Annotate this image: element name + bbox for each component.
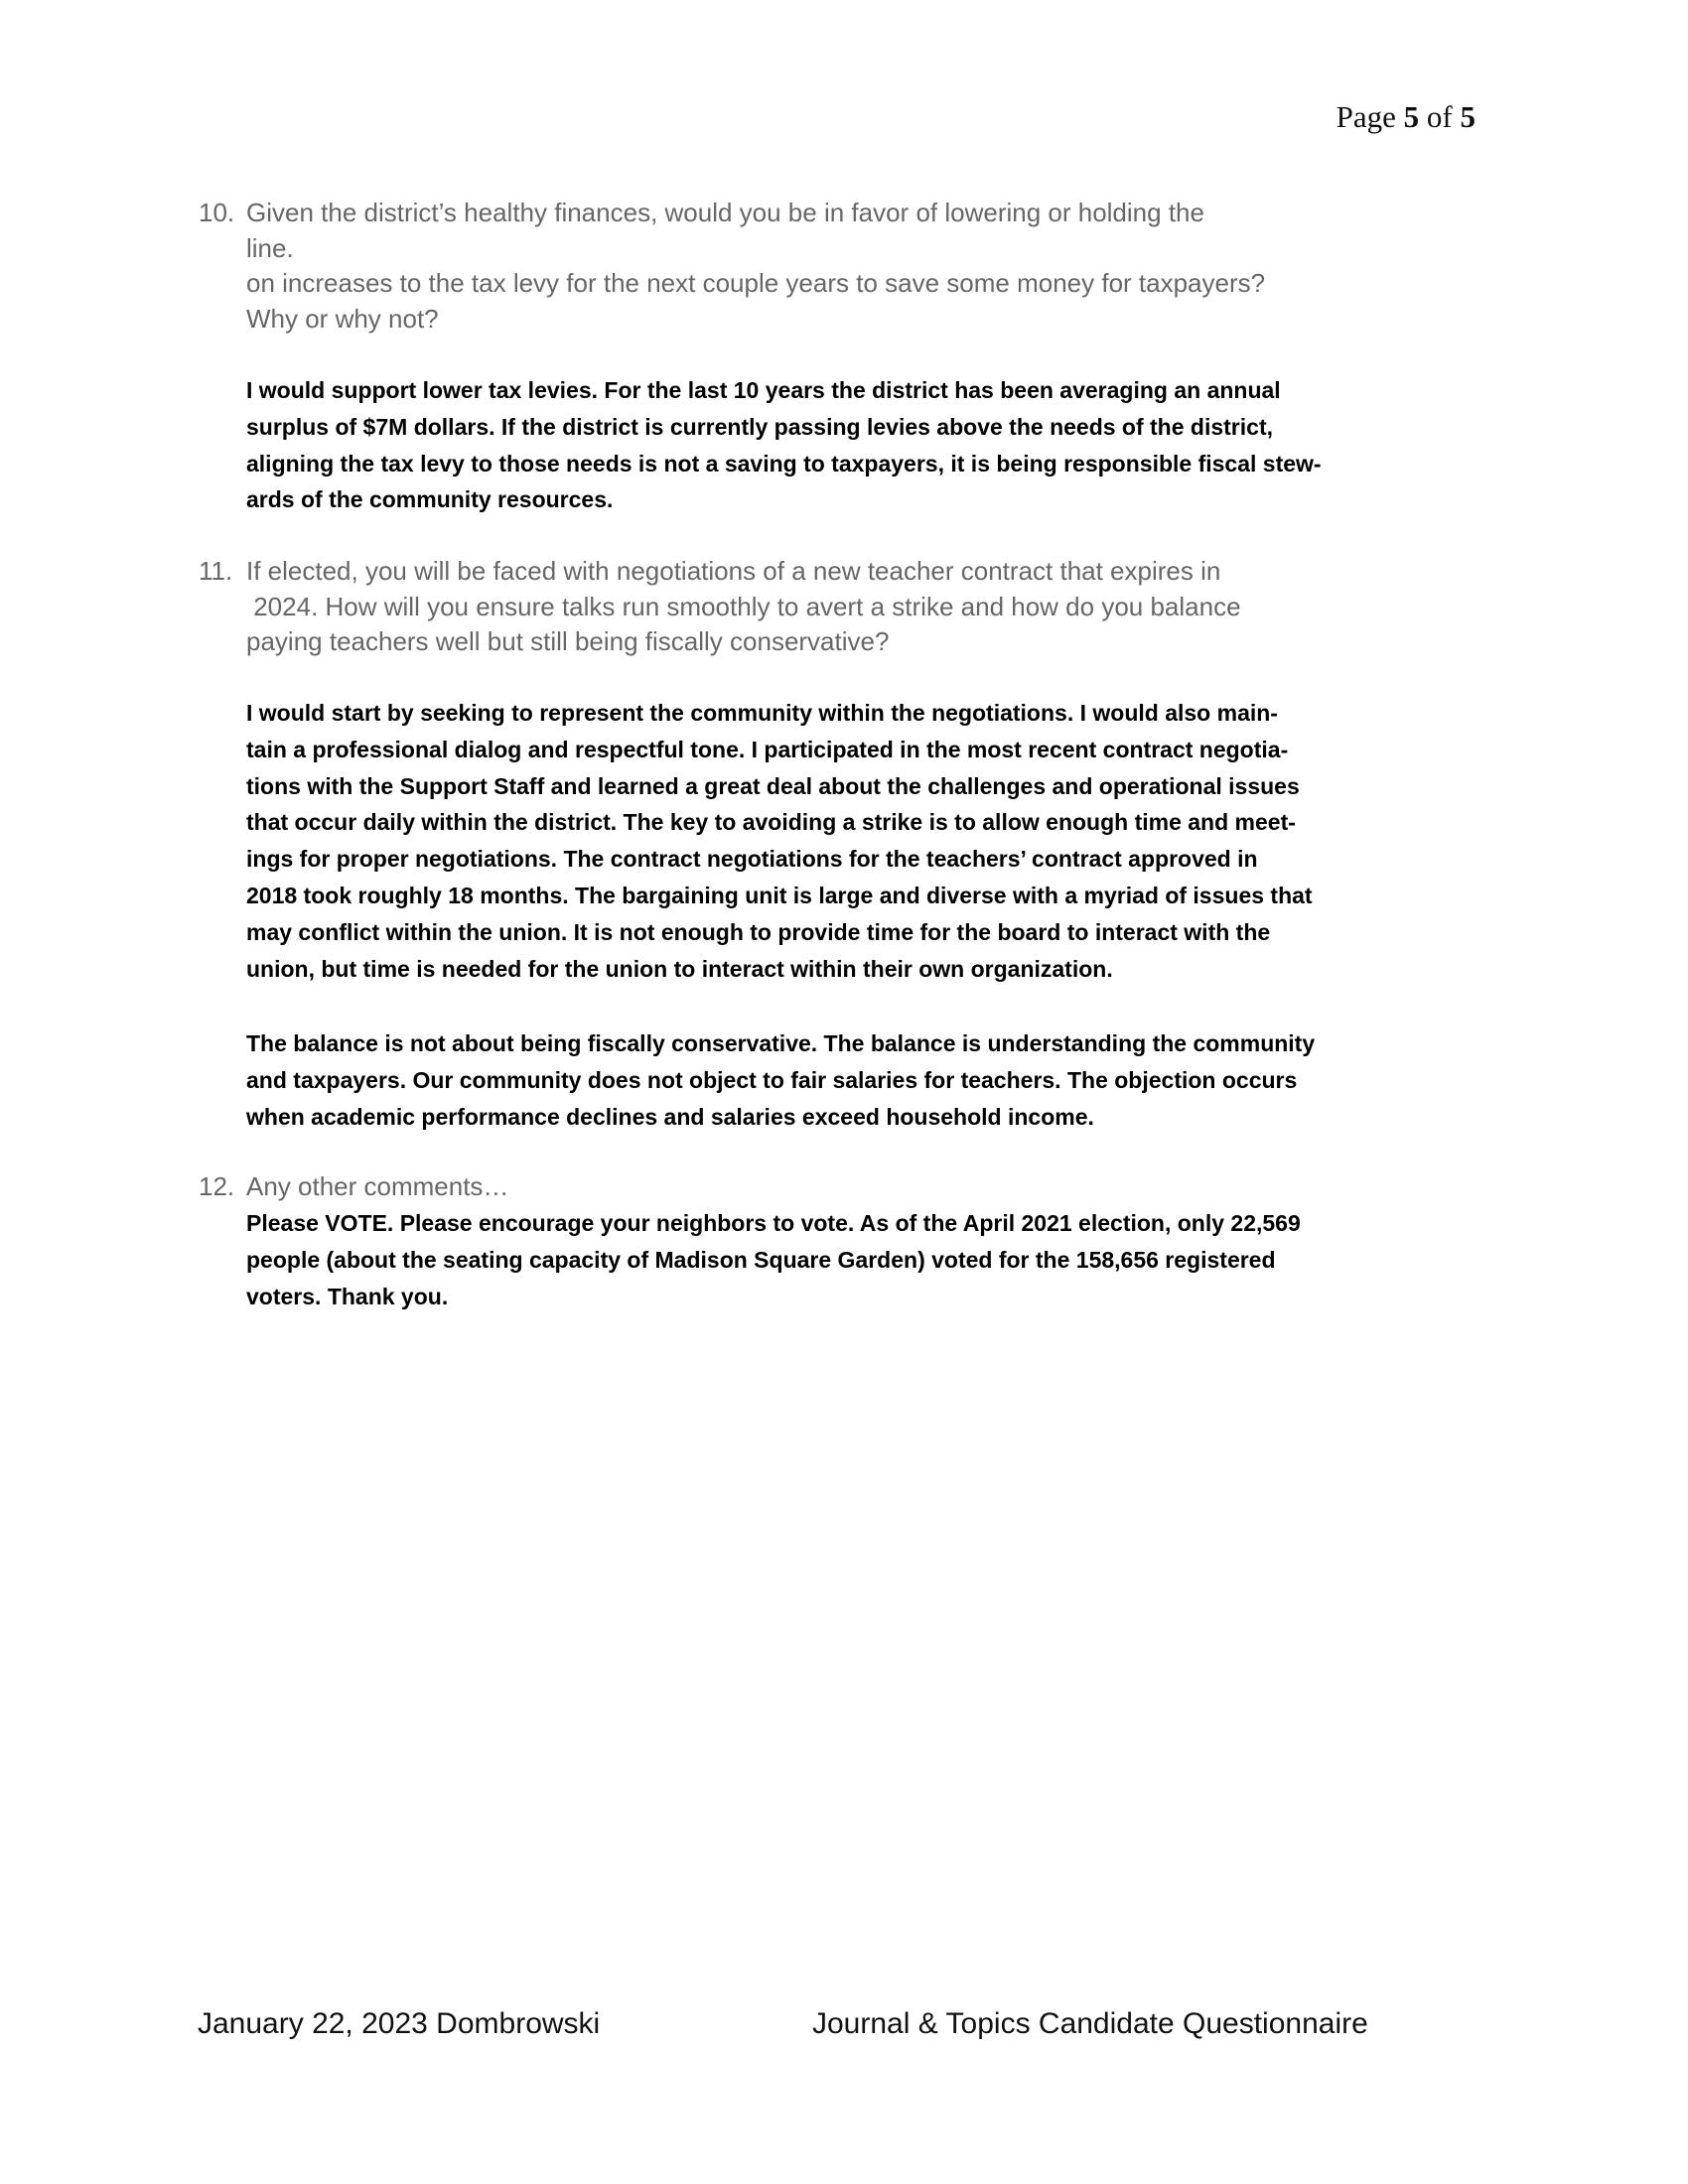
answer-line: union, but time is needed for the union to interact within their own organization. <box>246 955 1113 982</box>
page-current: 5 <box>1403 99 1420 134</box>
question-11 <box>199 554 1241 660</box>
question-line: Why or why not? <box>246 303 439 334</box>
answer-line: 2018 took roughly 18 months. The bargaining unit is large and diverse with a myriad of issues that <box>246 882 1313 908</box>
page-number <box>1336 99 1476 135</box>
answer-line: that occur daily within the district. The key to avoiding a strike is to allow enough time and meet- <box>246 809 1296 836</box>
page-label: Page <box>1336 99 1396 134</box>
question-line: on increases to the tax levy for the next couple years to save some money for taxpayers? <box>246 268 1266 298</box>
answer-12 <box>246 1205 1301 1314</box>
question-number: 12. <box>199 1171 235 1201</box>
answer-line: ings for proper negotiations. The contract negotiations for the teachers’ contract approved in <box>246 846 1258 873</box>
answer-line: surplus of $7M dollars. If the district is currently passing levies above the needs of the district, <box>246 413 1273 440</box>
question-10 <box>199 196 1265 337</box>
answer-line: ards of the community resources. <box>246 486 614 513</box>
question-number: 11. <box>199 556 233 586</box>
answer-11-paragraph-1 <box>246 695 1313 987</box>
footer-publication: Journal & Topics Candidate Questionnaire <box>812 2007 1368 2040</box>
question-line: Given the district’s healthy finances, would you be in favor of lowering or holding the <box>246 198 1204 227</box>
answer-10 <box>246 372 1322 518</box>
footer-date-author: January 22, 2023 Dombrowski <box>198 2007 601 2040</box>
answer-11-paragraph-2 <box>246 1025 1315 1135</box>
question-line: 2024. How will you ensure talks run smoothly to avert a strike and how do you balance <box>246 591 1241 621</box>
page-total: 5 <box>1460 99 1476 134</box>
page-of: of <box>1426 99 1453 134</box>
answer-line: The balance is not about being fiscally conservative. The balance is understanding the community <box>246 1030 1316 1056</box>
answer-line: aligning the tax levy to those needs is not a saving to taxpayers, it is being responsible fiscal stew- <box>246 450 1322 477</box>
answer-line: tain a professional dialog and respectful tone. I participated in the most recent contract negotia- <box>246 736 1289 762</box>
answer-line: I would support lower tax levies. For the last 10 years the district has been averaging an annual <box>246 377 1281 403</box>
answer-line: may conflict within the union. It is not enough to provide time for the board to interact with the <box>246 918 1271 945</box>
question-line: line. <box>246 232 294 263</box>
question-line: Any other comments… <box>246 1171 509 1201</box>
answer-line: and taxpayers. Our community does not object to fair salaries for teachers. The objection occurs <box>246 1066 1298 1093</box>
answer-line: tions with the Support Staff and learned a great deal about the challenges and operational issues <box>246 772 1300 799</box>
answer-line: voters. Thank you. <box>246 1283 449 1309</box>
question-line: paying teachers well but still being fiscally conservative? <box>246 626 890 656</box>
question-number: 10. <box>199 198 235 227</box>
question-line: If elected, you will be faced with negotiations of a new teacher contract that expires in <box>246 556 1221 586</box>
answer-line: people (about the seating capacity of Madison Square Garden) voted for the 158,656 registered <box>246 1246 1276 1273</box>
answer-line: I would start by seeking to represent the community within the negotiations. I would also main- <box>246 700 1278 726</box>
answer-line: when academic performance declines and salaries exceed household income. <box>246 1103 1094 1130</box>
question-12 <box>199 1169 508 1205</box>
answer-line: Please VOTE. Please encourage your neighbors to vote. As of the April 2021 election, only 22,569 <box>246 1210 1301 1236</box>
